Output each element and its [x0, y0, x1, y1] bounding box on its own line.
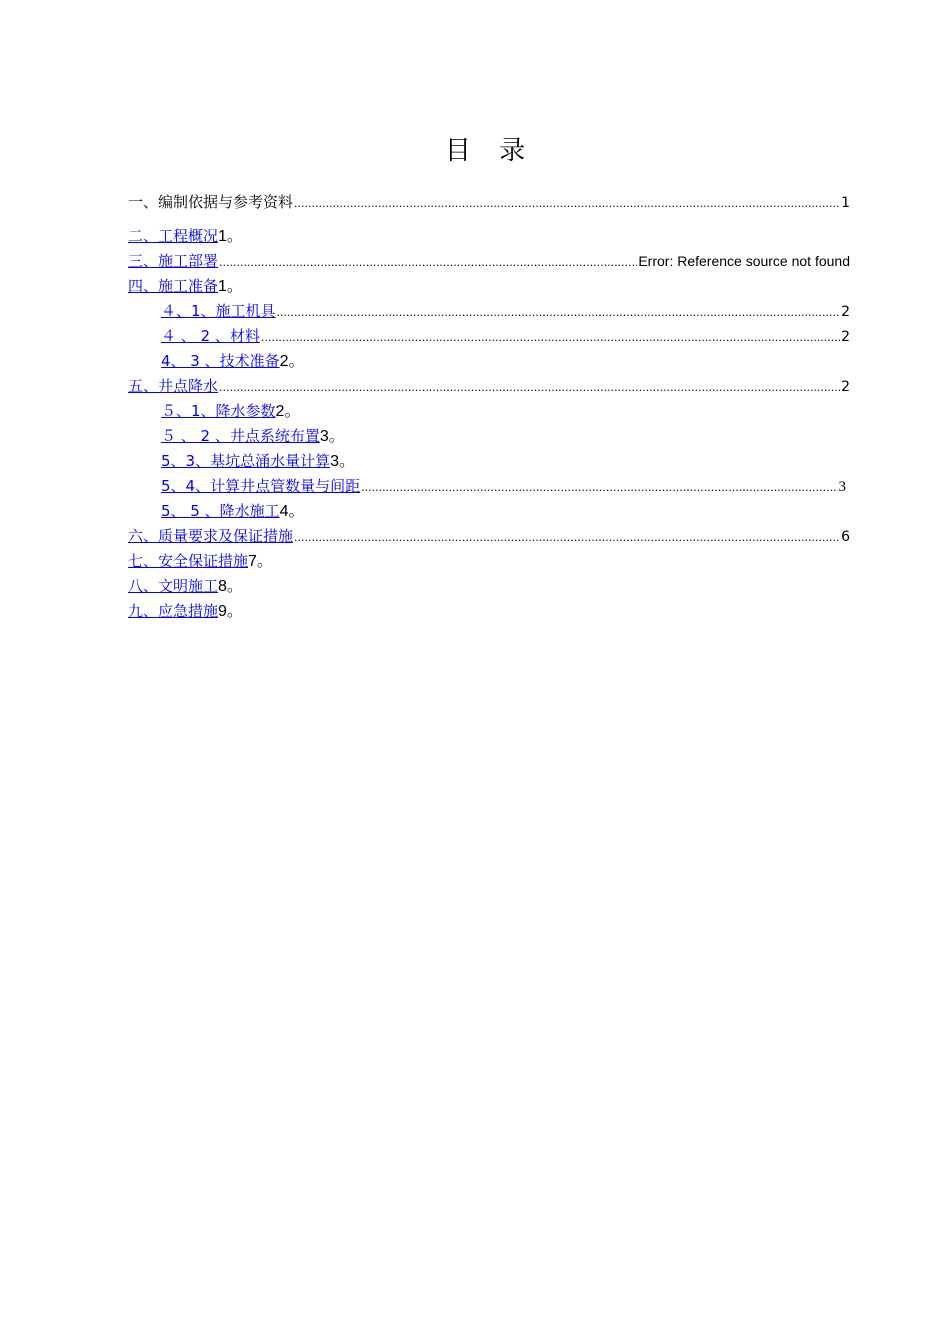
toc-entry	[128, 190, 850, 215]
toc-page-number: 2。	[279, 353, 305, 370]
table-of-contents	[128, 190, 850, 624]
toc-entry-label[interactable]: 五、井点降水	[128, 377, 219, 395]
toc-dot-leader	[361, 475, 837, 500]
toc-entry[interactable]	[128, 374, 850, 399]
toc-entry-label[interactable]: 八、文明施工	[128, 577, 219, 595]
toc-entry[interactable]	[128, 574, 850, 599]
toc-page-number: 3。	[319, 428, 345, 445]
toc-entry[interactable]	[128, 449, 850, 474]
toc-entry[interactable]	[128, 424, 850, 449]
toc-entry[interactable]	[128, 499, 850, 524]
toc-dot-leader	[294, 525, 840, 550]
toc-entry[interactable]	[128, 324, 850, 349]
toc-dot-leader	[294, 191, 840, 216]
toc-entry-label[interactable]: 二、工程概况	[128, 227, 219, 245]
toc-page-number: 2	[841, 329, 850, 345]
toc-entry[interactable]	[128, 249, 850, 274]
toc-entry-label[interactable]: ５、1、降水参数	[161, 402, 276, 420]
toc-entry[interactable]	[128, 299, 850, 324]
toc-entry-label[interactable]: 七、安全保证措施	[128, 552, 249, 570]
toc-entry-label[interactable]: ４、1、施工机具	[161, 302, 276, 320]
toc-page-number: 9。	[218, 603, 243, 620]
toc-dot-leader	[277, 300, 841, 325]
toc-entry-label[interactable]: ５ 、 2 、井点系统布置	[161, 427, 320, 445]
toc-page-number: 1。	[218, 278, 243, 295]
toc-entry-label[interactable]: 5、 5 、降水施工	[161, 502, 280, 520]
toc-entry[interactable]	[128, 524, 850, 549]
toc-dot-leader	[219, 375, 840, 400]
toc-entry[interactable]	[128, 474, 850, 499]
toc-entry[interactable]	[128, 224, 850, 249]
toc-entry-label[interactable]: 4、 3 、技术准备	[161, 352, 280, 370]
toc-entry-label[interactable]: 5、3、基坑总涌水量计算	[161, 452, 331, 470]
toc-page-number: 3	[838, 479, 846, 495]
toc-page-number: 6	[841, 529, 850, 545]
toc-page-number: 2	[841, 379, 850, 395]
page-title: 目 录	[444, 136, 536, 166]
toc-page-number: 8。	[218, 578, 243, 595]
toc-page-number: Error: Reference source not found	[638, 253, 850, 269]
toc-entry-label[interactable]: 六、质量要求及保证措施	[128, 527, 294, 545]
toc-entry-label[interactable]: ４ 、 2 、材料	[161, 327, 260, 345]
toc-entry[interactable]	[128, 274, 850, 299]
toc-page-number: 1	[841, 195, 850, 211]
toc-page-number: 7。	[248, 553, 273, 570]
toc-page-number: 2。	[275, 403, 301, 420]
toc-page-number: 2	[841, 304, 850, 320]
toc-entry-label[interactable]: 四、施工准备	[128, 277, 219, 295]
toc-entry-label: 一、编制依据与参考资料	[128, 193, 294, 211]
toc-page-number: 1。	[218, 228, 243, 245]
toc-entry[interactable]	[128, 599, 850, 624]
toc-entry-label[interactable]: 九、应急措施	[128, 602, 219, 620]
toc-entry-label[interactable]: 三、施工部署	[128, 252, 219, 270]
toc-dot-leader	[219, 250, 637, 275]
toc-entry[interactable]	[128, 399, 850, 424]
toc-entry[interactable]	[128, 549, 850, 574]
toc-dot-leader	[261, 325, 840, 350]
toc-page-number: 3。	[330, 453, 355, 470]
toc-entry[interactable]	[128, 349, 850, 374]
toc-page-number: 4。	[279, 503, 305, 520]
toc-entry-label[interactable]: 5、4、计算井点管数量与间距	[161, 477, 361, 495]
